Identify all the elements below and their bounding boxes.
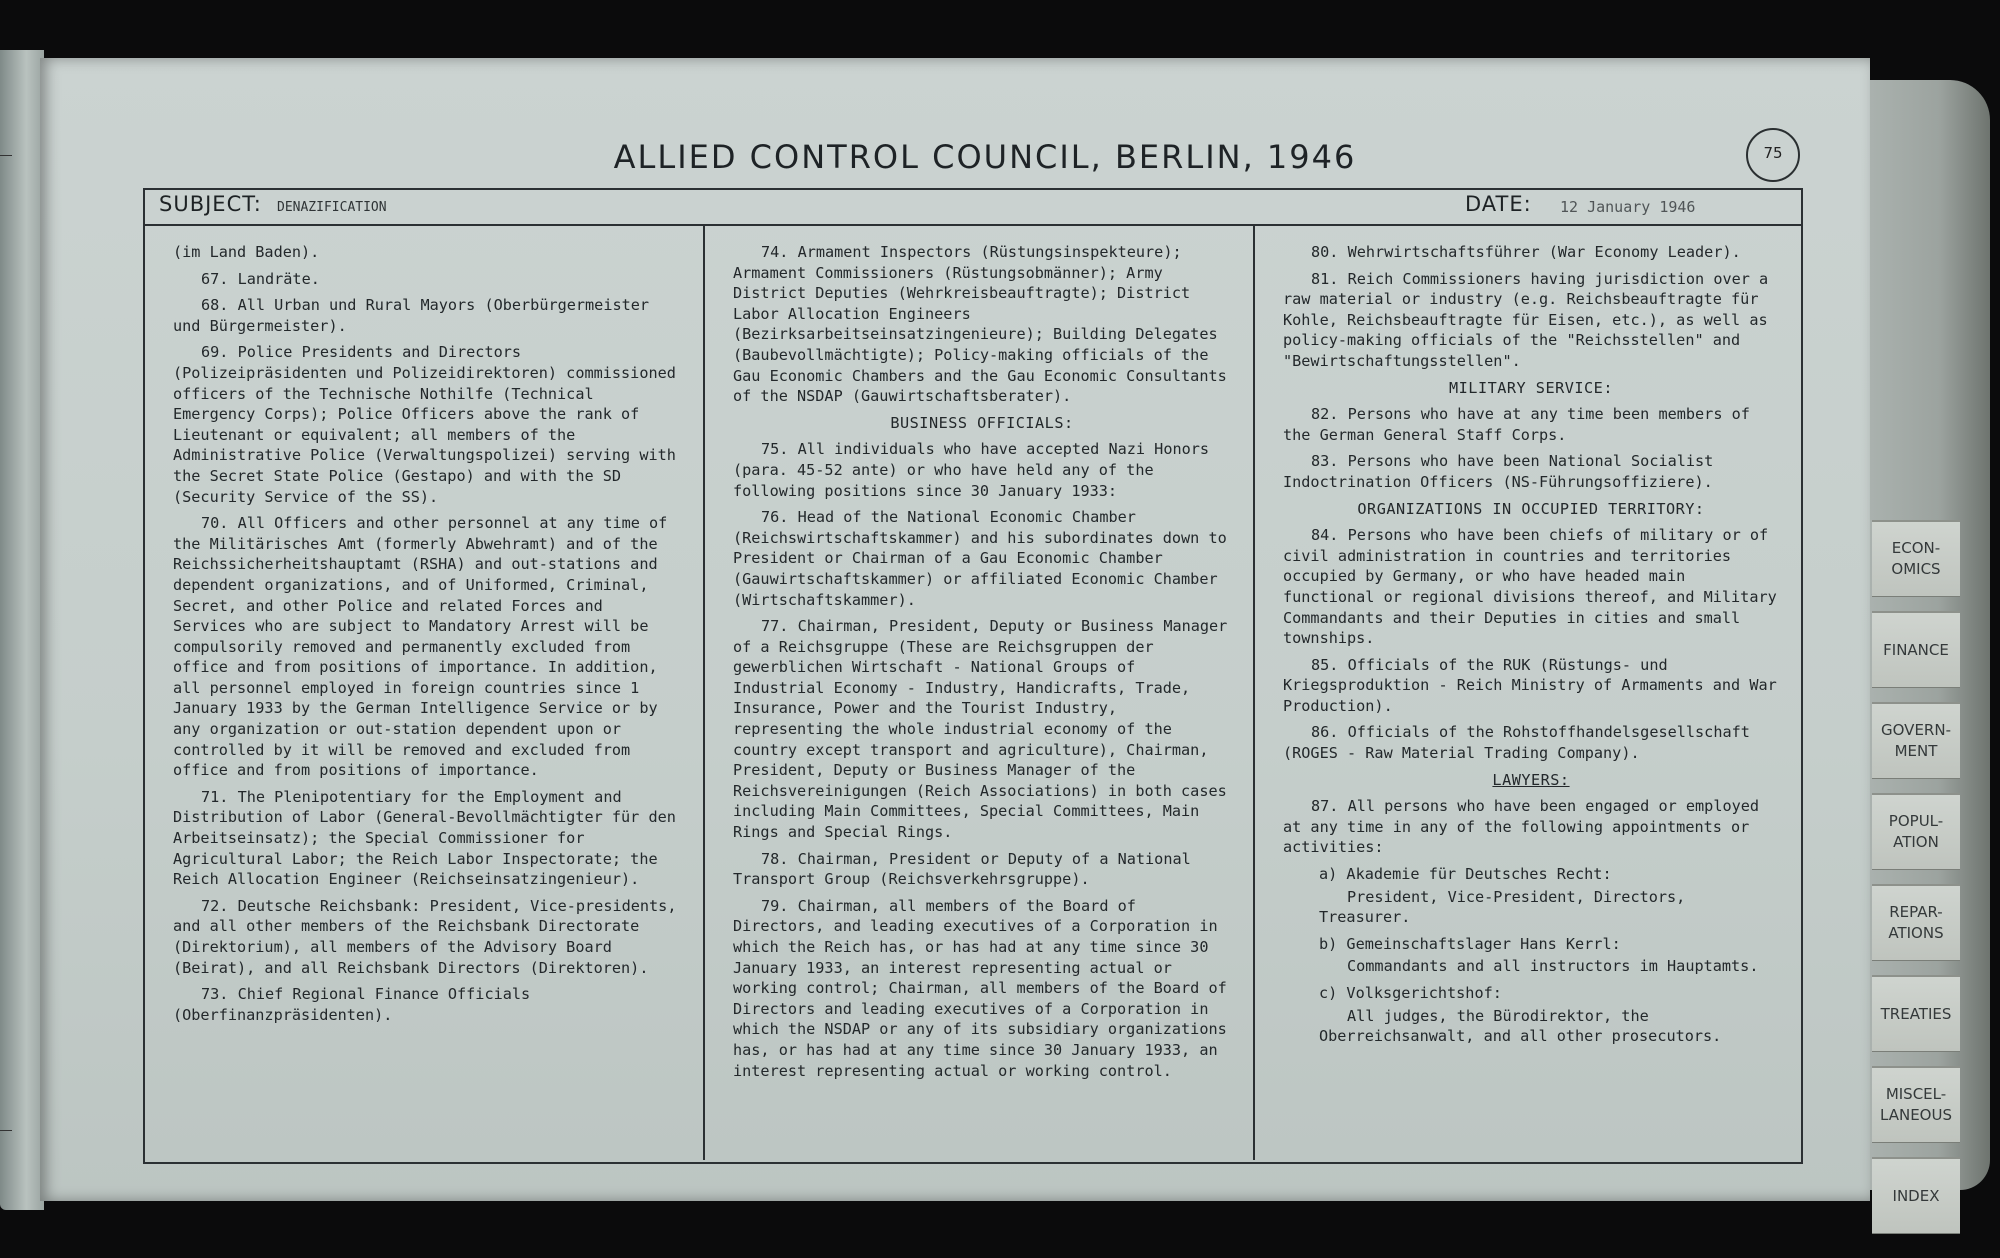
heading-military-service: MILITARY SERVICE:	[1449, 378, 1613, 397]
date-label: DATE:	[1465, 192, 1532, 216]
heading-organizations-occupied: ORGANIZATIONS IN OCCUPIED TERRITORY:	[1357, 499, 1705, 518]
page-number-badge: 75	[1746, 128, 1800, 182]
paragraph-82: 82. Persons who have at any time been members of the German General Staff Corps.	[1283, 405, 1750, 444]
paragraph-73: 73. Chief Regional Finance Officials (Oberfinanzpräsidenten).	[173, 985, 531, 1024]
paragraph-80: 80. Wehrwirtschaftsführer (War Economy Leader).	[1311, 243, 1741, 261]
page-title: ALLIED CONTROL COUNCIL, BERLIN, 1946	[613, 138, 1357, 176]
item-b-title: b) Gemeinschaftslager Hans Kerrl:	[1319, 934, 1621, 953]
heading-business-officials: BUSINESS OFFICIALS:	[890, 413, 1074, 432]
tab-population[interactable]: POPUL- ATION	[1872, 793, 1960, 870]
paragraph-86: 86. Officials of the Rohstoffhandelsgesellschaft (ROGES - Raw Material Trading Company).	[1283, 723, 1750, 763]
tab-finance[interactable]: FINANCE	[1872, 611, 1960, 688]
column-middle	[705, 226, 1255, 1160]
paragraph-70: 70. All Officers and other personnel at any time of the Militärisches Amt (formerly Abwehramt) and of the Reichssicherheitshauptamt (RSHA) and out-stations and dependent organizations, and of Uniformed, Criminal, Secret, and other Police and related Forces and Services who are subject to Mandatory Arrest will be compulsorily removed and permanently excluded from office and from positions of importance. In addition, all personnel employed in foreign countries since 1 January 1933 by the German Intelligence Service or by any organization or out-station dependent upon or controlled by it will be removed and excluded from office and from positions of importance.	[173, 514, 668, 780]
content-frame	[143, 188, 1803, 1164]
date-value: 12 January 1946	[1560, 198, 1696, 216]
tab-treaties[interactable]: TREATIES	[1872, 975, 1960, 1052]
heading-lawyers: LAWYERS:	[1492, 770, 1570, 789]
paragraph-69: 69. Police Presidents and Directors (Polizeipräsidenten und Polizeidirektoren) commissioned officers of the Technische Nothilfe (Technical Emergency Corps); Police Officers above the rank of Lieutenant or equivalent; all members of the Administrative Police (Verwaltungspolizei) serving with the Secret State Police (Gestapo) and with the SD (Security Service of the SS).	[173, 343, 676, 506]
paragraph-81: 81. Reich Commissioners having jurisdiction over a raw material or industry (e.g. Reichsbeauftragte für Kohle, Reichsbeauftragte für Eisen, etc.), as well as policy-making officials of the "Reichsstellen" and "Bewirtschaftungsstellen".	[1283, 269, 1769, 370]
binder-spine	[0, 50, 44, 1210]
tab-economics[interactable]: ECON- OMICS	[1872, 520, 1960, 597]
item-a-title: a) Akademie für Deutsches Recht:	[1319, 865, 1612, 884]
paragraph-85: 85. Officials of the RUK (Rüstungs- und Kriegsproduktion - Reich Ministry of Armaments and War Production).	[1283, 655, 1777, 715]
paragraph-76: 76. Head of the National Economic Chamber (Reichswirtschaftskammer) and his subordinates down to President or Chairman of a Gau Economic Chamber (Gauwirtschaftskammer) or affiliated Economic Chamber (Wirtschaftskammer).	[733, 508, 1227, 609]
paragraph: (im Land Baden).	[173, 243, 320, 261]
paragraph-75: 75. All individuals who have accepted Nazi Honors (para. 45-52 ante) or who have held any of the following positions since 30 January 1933:	[733, 440, 1210, 500]
column-left	[145, 226, 705, 1160]
paragraph-77: 77. Chairman, President, Deputy or Business Manager of a Reichsgruppe (These are Reichsgruppen der gewerblichen Wirtschaft - National Groups of Industrial Economy - Industry, Handicrafts, Trade, Insurance, Power and the Tourist Industry, representing the whole industrial economy of the country except transport and agriculture), Chairman, President, Deputy or Business Manager of the Reichsvereinigungen (Reich Associations) in both cases including Main Committees, Special Committees, Main Rings and Special Rings.	[733, 617, 1228, 842]
paragraph-67: 67. Landräte.	[201, 269, 320, 288]
paragraph-68: 68. All Urban und Rural Mayors (Oberbürgermeister und Bürgermeister).	[173, 296, 650, 335]
item-c-title: c) Volksgerichtshof:	[1319, 984, 1502, 1002]
paragraph-79: 79. Chairman, all members of the Board of Directors, and leading executives of a Corporation in which the Reich has, or has had at any time since 30 January 1933, an interest representing actual or working control; Chairman, all members of the Board of Directors and leading executives of a Corporation in which the NSDAP or any of its subsidiary organizations has, or has had at any time since 30 January 1933, an interest representing actual or working control.	[733, 896, 1227, 1080]
tab-reparations[interactable]: REPAR- ATIONS	[1872, 884, 1960, 961]
column-right	[1255, 226, 1801, 1160]
paragraph-78: 78. Chairman, President or Deputy of a National Transport Group (Reichsverkehrsgruppe).	[733, 849, 1191, 889]
paragraph-87: 87. All persons who have been engaged or employed at any time in any of the following appointments or activities:	[1283, 797, 1760, 857]
item-c-body: All judges, the Bürodirektor, the Oberreichsanwalt, and all other prosecutors.	[1319, 1006, 1722, 1046]
paragraph-83: 83. Persons who have been National Socialist Indoctrination Officers (NS-Führungsoffiziere).	[1283, 452, 1714, 491]
subject-label: SUBJECT:	[159, 192, 262, 216]
tab-miscellaneous[interactable]: MISCEL- LANEOUS	[1872, 1066, 1960, 1143]
paragraph-74: 74. Armament Inspectors (Rüstungsinspekteure); Armament Commissioners (Rüstungsobmänner); Army District Deputies (Wehrkreisbeauftragte); District Labor Allocation Engineers (Bezirksarbeitseinsatzingenieure); Building Delegates (Baubevollmächtigte); Policy-making officials of the Gau Economic Chambers and the Gau Economic Consultants of the NSDAP (Gauwirtschaftsberater).	[733, 243, 1227, 406]
subject-date-row	[145, 190, 1801, 226]
paragraph-72: 72. Deutsche Reichsbank: President, Vice-presidents, and all other members of the Reichsbank Directorate (Direktorium), all members of the Advisory Board (Beirat), and all Reichsbank Directors (Direktoren).	[173, 896, 677, 977]
subject-value: DENAZIFICATION	[277, 200, 387, 215]
paragraph-84: 84. Persons who have been chiefs of military or of civil administration in countries and territories occupied by Germany, or who have headed main functional or regional divisions thereof, and Military Commandants and their Deputies in cities and small townships.	[1283, 526, 1777, 648]
section-tabs	[1872, 520, 1964, 1248]
item-b-body: Commandants and all instructors im Hauptamts.	[1347, 957, 1759, 976]
paragraph-71: 71. The Plenipotentiary for the Employment and Distribution of Labor (General-Bevollmächtigter für den Arbeitseinsatz); the Special Commissioner for Agricultural Labor; the Reich Labor Inspectorate; the Reich Allocation Engineer (Reichseinsatzingenieur).	[173, 787, 676, 889]
item-a-body: President, Vice-President, Directors, Treasurer.	[1319, 887, 1686, 927]
tab-government[interactable]: GOVERN- MENT	[1872, 702, 1960, 779]
tab-index[interactable]: INDEX	[1872, 1157, 1960, 1234]
